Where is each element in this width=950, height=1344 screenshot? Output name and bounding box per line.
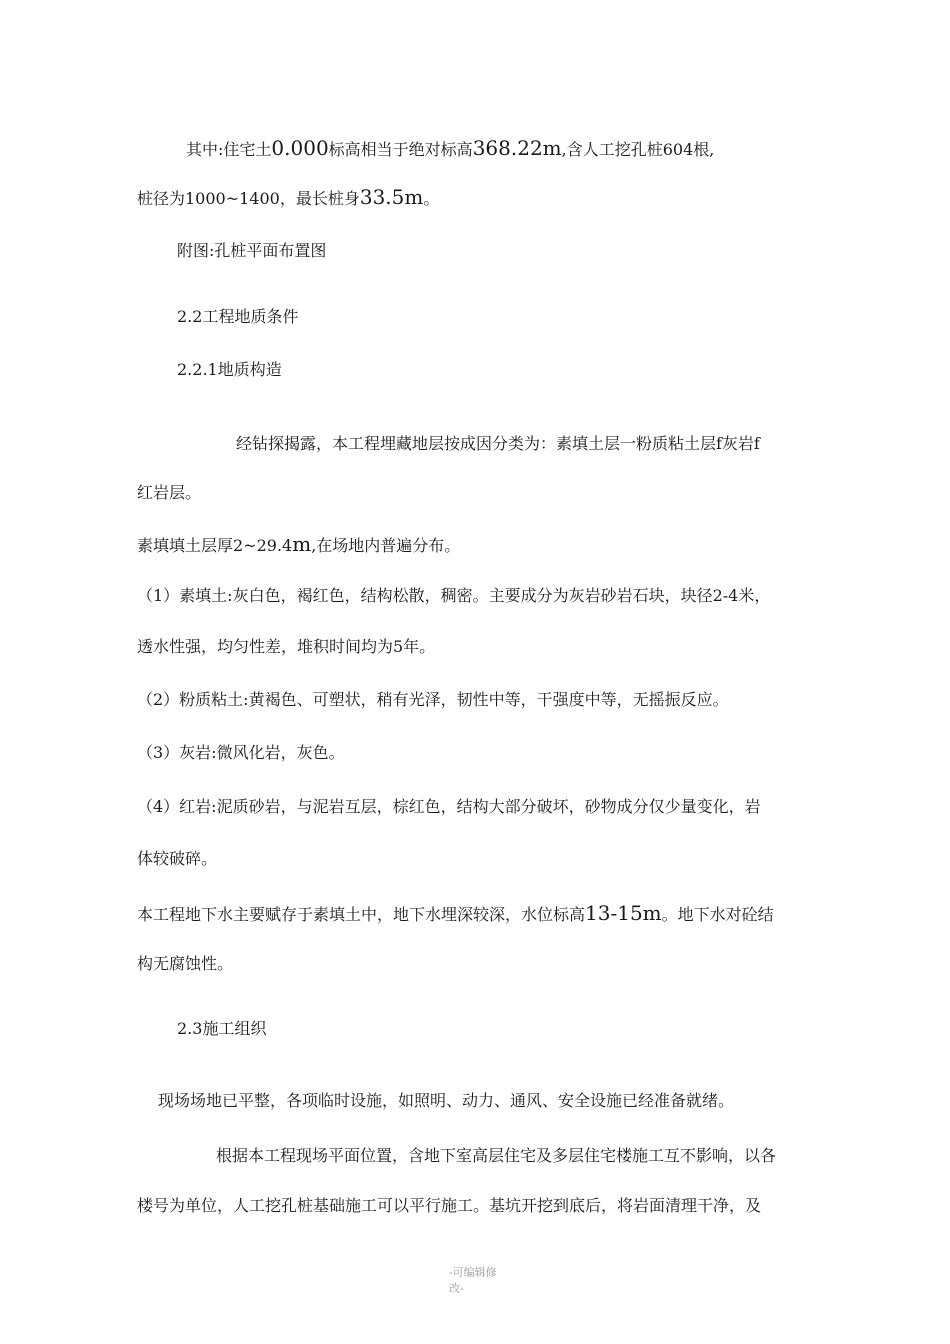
text-span: 素填填土层厚2~29.4 — [137, 536, 293, 555]
paragraph-pile-elevation — [186, 137, 714, 161]
absolute-elevation-value: 368.22m — [472, 136, 562, 160]
list-item-1-cont: 透水性强，均匀性差，堆积时间均为5年。 — [137, 637, 436, 656]
text-span: ,在场地内普遍分布。 — [311, 536, 461, 555]
list-item-4: （4）红岩:泥质砂岩，与泥岩互层，棕红色，结构大部分破坏，砂物成分仅少量变化，岩 — [137, 797, 761, 816]
text-span: 标高相当于绝对标高 — [328, 140, 473, 159]
footer-editable-note-cont: 改- — [449, 1283, 464, 1295]
list-item-2: （2）粉质粘土:黄褐色、可塑状，稍有光泽，韧性中等，干强度中等，无摇振反应。 — [137, 690, 729, 709]
water-level-value: 13-15m — [585, 901, 662, 925]
elevation-value: 0.000 — [271, 136, 329, 160]
text-span: 本工程地下水主要赋存于素填土中，地下水埋深较深，水位标高 — [137, 905, 586, 924]
section-heading-2-2: 2.2工程地质条件 — [177, 307, 299, 326]
pile-length-value: 33.5m — [359, 185, 424, 209]
text-span: 其中:住宅土 — [186, 140, 272, 159]
footer-editable-note: -可编辑修 — [449, 1267, 497, 1279]
paragraph-pile-diameter — [137, 186, 439, 210]
list-item-1: （1）素填土:灰白色，褐红色，结构松散，稠密。主要成分为灰岩砂岩石块，块径2-4米， — [137, 586, 771, 605]
section-heading-2-3: 2.3施工组织 — [177, 1019, 267, 1038]
paragraph-construction-plan-cont: 楼号为单位，人工挖孔桩基础施工可以平行施工。基坑开挖到底后，将岩面清理干净，及 — [137, 1196, 762, 1215]
text-span: ,含人工挖孔桩604根, — [561, 140, 715, 159]
text-span: 。 — [423, 189, 440, 208]
unit-m: m — [292, 532, 312, 556]
paragraph-fill-thickness — [137, 533, 460, 557]
paragraph-strata-cont: 红岩层。 — [137, 483, 202, 502]
paragraph-groundwater — [137, 902, 774, 926]
paragraph-groundwater-cont: 构无腐蚀性。 — [137, 954, 234, 973]
list-item-3: （3）灰岩:微风化岩，灰色。 — [137, 743, 345, 762]
text-span: 。地下水对砼结 — [661, 905, 774, 924]
section-heading-2-2-1: 2.2.1地质构造 — [177, 360, 282, 379]
attachment-note: 附图:孔桩平面布置图 — [177, 241, 327, 260]
text-span: 桩径为1000~1400，最长桩身 — [137, 189, 360, 208]
paragraph-site-ready: 现场场地已平整，各项临时设施，如照明、动力、通风、安全设施已经准备就绪。 — [158, 1091, 735, 1110]
paragraph-strata: 经钻探揭露，本工程埋藏地层按成因分类为：素填土层一粉质粘土层f灰岩f — [236, 434, 760, 453]
paragraph-construction-plan: 根据本工程现场平面位置，含地下室高层住宅及多层住宅楼施工互不影响，以各 — [216, 1146, 777, 1165]
list-item-4-cont: 体较破碎。 — [137, 849, 218, 868]
